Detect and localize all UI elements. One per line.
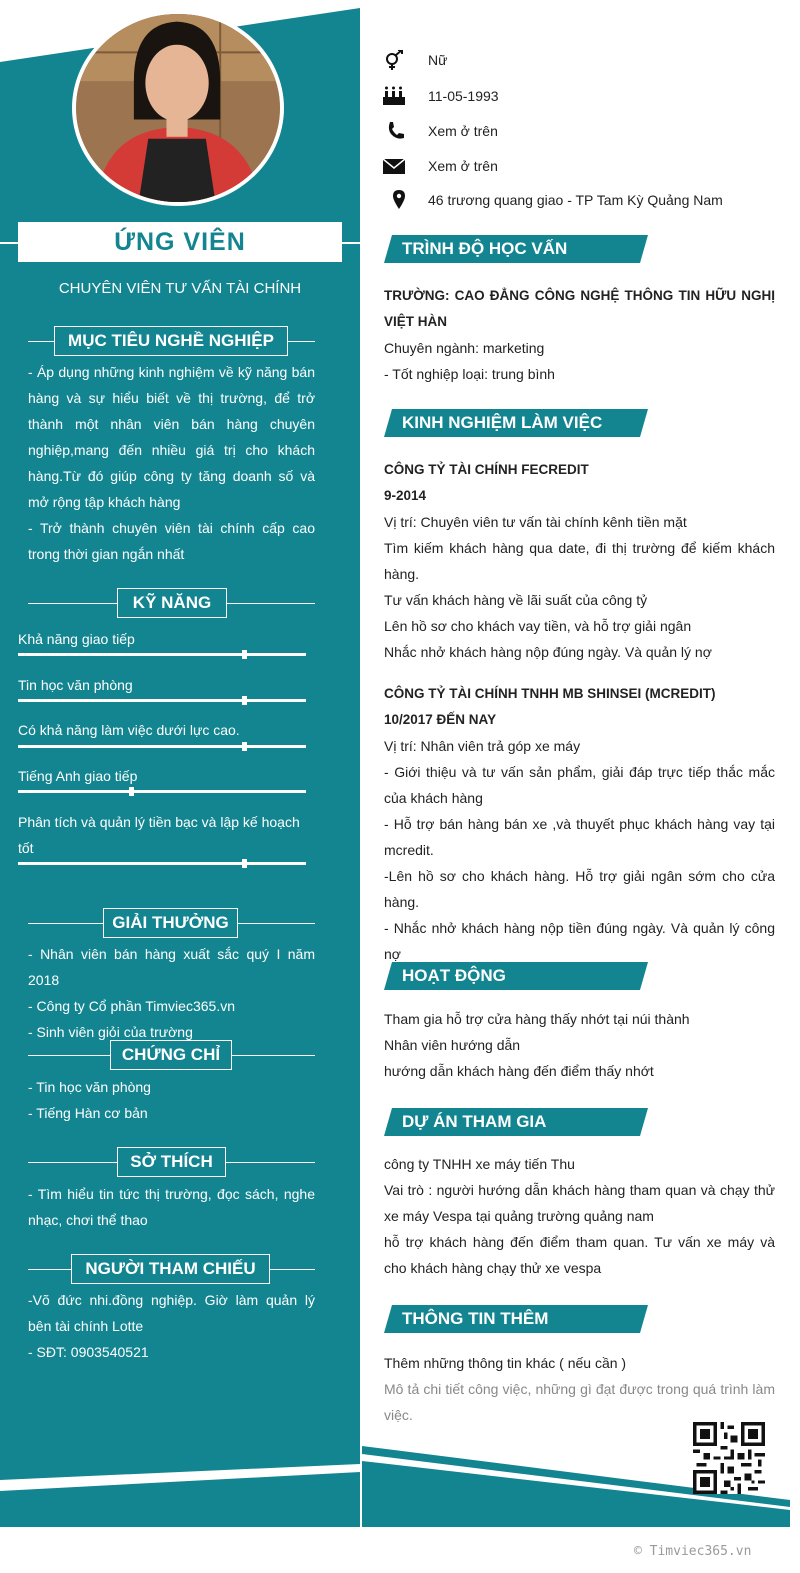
activities-text bbox=[384, 1006, 775, 1084]
experience-heading: KINH NGHIỆM LÀM VIỆC bbox=[402, 413, 603, 432]
award-line: - Sinh viên giỏi của trường bbox=[28, 1024, 193, 1040]
reference-line: -Võ đức nhi.đồng nghiệp. Giờ làm quản lý bên tài chính Lotte bbox=[28, 1292, 315, 1334]
education-line: - Tốt nghiệp loại: trung bình bbox=[384, 366, 555, 382]
experience-heading-bar bbox=[384, 409, 648, 437]
education-line: Chuyên ngành: marketing bbox=[384, 340, 545, 356]
email-value: Xem ở trên bbox=[428, 158, 498, 174]
job-line: Lên hồ sơ cho khách vay tiền, và hỗ trợ giải ngân bbox=[384, 618, 692, 634]
skill-bar bbox=[18, 699, 306, 702]
candidate-photo bbox=[76, 14, 280, 202]
education-heading-bar bbox=[384, 235, 648, 263]
activity-line: hướng dẫn khách hàng đến điểm thấy nhớt bbox=[384, 1063, 654, 1079]
skill-level-marker bbox=[242, 859, 247, 868]
experience-job-2 bbox=[384, 681, 775, 967]
job-period: 10/2017 ĐẾN NAY bbox=[384, 712, 497, 727]
gender-value: Nữ bbox=[428, 52, 448, 68]
skill-bar bbox=[18, 862, 306, 865]
skill-name: Có khả năng làm việc dưới lực cao. bbox=[18, 722, 240, 738]
job-line: -Lên hồ sơ cho khách hàng. Hỗ trợ giải ngân sớm cho cửa hàng. bbox=[384, 868, 775, 910]
job-line: Tư vấn khách hàng về lãi suất của công tỷ bbox=[384, 592, 648, 608]
award-line: - Công ty Cổ phần Timviec365.vn bbox=[28, 998, 235, 1014]
projects-heading-bar bbox=[384, 1108, 648, 1136]
certificate-line: - Tiếng Hàn cơ bản bbox=[28, 1105, 148, 1121]
job-line: Vị trí: Chuyên viên tư vấn tài chính kênh tiền mặt bbox=[384, 514, 687, 530]
projects-text bbox=[384, 1151, 775, 1281]
certificates-heading: CHỨNG CHỈ bbox=[110, 1040, 232, 1070]
job-line: Nhắc nhở khách hàng nộp đúng ngày. Và quản lý nợ bbox=[384, 644, 712, 660]
skill-name: Khả năng giao tiếp bbox=[18, 631, 135, 647]
job-title: CHUYÊN VIÊN TƯ VẤN TÀI CHÍNH bbox=[58, 280, 302, 297]
activity-line: Tham gia hỗ trợ cửa hàng thấy nhớt tại núi thành bbox=[384, 1011, 690, 1027]
skill-name: Tin học văn phòng bbox=[18, 677, 133, 693]
company-name: CÔNG TỶ TÀI CHÍNH TNHH MB SHINSEI (MCREDIT) bbox=[384, 686, 716, 701]
objective-text bbox=[28, 359, 315, 567]
skill-bar bbox=[18, 653, 306, 656]
award-line: - Nhân viên bán hàng xuất sắc quý I năm 2018 bbox=[28, 946, 315, 988]
skill-level-marker bbox=[129, 787, 134, 796]
hobby-line: - Tìm hiểu tin tức thị trường, đọc sách, nghe nhạc, chơi thể thao bbox=[28, 1186, 315, 1228]
skill-bar bbox=[18, 790, 306, 793]
gender-icon bbox=[382, 50, 408, 70]
avatar bbox=[72, 10, 284, 206]
objective-heading: MỤC TIÊU NGHỀ NGHIỆP bbox=[54, 326, 288, 356]
skills-heading: KỸ NĂNG bbox=[117, 588, 227, 618]
job-period: 9-2014 bbox=[384, 488, 427, 503]
job-line: Vị trí: Nhân viên trả góp xe máy bbox=[384, 738, 581, 754]
hobbies-heading: SỞ THÍCH bbox=[117, 1147, 226, 1177]
qr-code bbox=[693, 1422, 765, 1494]
extra-heading-bar bbox=[384, 1305, 648, 1333]
job-line: - Giới thiệu và tư vấn sản phẩm, giải đáp trực tiếp thắc mắc của khách hàng bbox=[384, 764, 775, 806]
extra-line: Thêm những thông tin khác ( nếu cần ) bbox=[384, 1355, 627, 1371]
skill-level-marker bbox=[242, 650, 247, 659]
projects-heading: DỰ ÁN THAM GIA bbox=[402, 1112, 547, 1131]
job-line: - Nhắc nhở khách hàng nộp tiền đúng ngày. Và quản lý công nợ bbox=[384, 920, 775, 962]
references-heading: NGƯỜI THAM CHIẾU bbox=[71, 1254, 270, 1284]
education-text bbox=[384, 283, 775, 387]
skill-level-marker bbox=[242, 696, 247, 705]
awards-text bbox=[28, 941, 315, 1045]
address-value: 46 trương quang giao - TP Tam Kỳ Quảng Nam bbox=[428, 192, 723, 208]
project-line: công ty TNHH xe máy tiến Thu bbox=[384, 1156, 575, 1172]
job-line: - Hỗ trợ bán hàng bán xe ,và thuyết phục khách hàng vay tại mcredit. bbox=[384, 816, 775, 858]
name-divider-right bbox=[342, 242, 360, 244]
certificate-line: - Tin học văn phòng bbox=[28, 1079, 151, 1095]
school-name: TRƯỜNG: CAO ĐẲNG CÔNG NGHỆ THÔNG TIN HỮU NGHỊ VIỆT HÀN bbox=[384, 288, 775, 329]
references-text bbox=[28, 1287, 315, 1365]
activities-heading: HOẠT ĐỘNG bbox=[402, 966, 506, 985]
certificates-text bbox=[28, 1074, 315, 1126]
hobbies-text bbox=[28, 1181, 315, 1233]
location-pin-icon bbox=[382, 190, 408, 210]
extra-description: Mô tả chi tiết công việc, những gì đạt được trong quá trình làm việc. bbox=[384, 1381, 775, 1423]
skill-name: Tiếng Anh giao tiếp bbox=[18, 768, 138, 784]
project-line: Vai trò : người hướng dẫn khách hàng tham quan và chạy thử xe máy Vespa tại quảng trường quảng nam bbox=[384, 1182, 775, 1224]
skill-name: Phân tích và quản lý tiền bạc và lập kế hoạch tốt bbox=[18, 814, 300, 856]
objective-line: - Áp dụng những kinh nghiệm về kỹ năng bán hàng và sự hiểu biết về thị trường, để trở thành một nhân viên bán hàng chuyên nghiệp,mang đến nhiều giá trị cho khách hàng.Từ đó giúp công ty tăng doanh số và mở rộng tập khách hàng bbox=[28, 364, 315, 510]
skill-bar bbox=[18, 745, 306, 748]
objective-line: - Trở thành chuyên viên tài chính cấp cao trong thời gian ngắn nhất bbox=[28, 520, 315, 562]
reference-line: - SĐT: 0903540521 bbox=[28, 1344, 149, 1360]
email-icon bbox=[382, 156, 408, 176]
candidate-name: ỨNG VIÊN bbox=[18, 222, 342, 262]
activities-heading-bar bbox=[384, 962, 648, 990]
extra-text bbox=[384, 1350, 775, 1428]
awards-heading: GIẢI THƯỞNG bbox=[103, 908, 238, 938]
name-divider-left bbox=[0, 242, 18, 244]
skill-level-marker bbox=[242, 742, 247, 751]
phone-value: Xem ở trên bbox=[428, 123, 498, 139]
extra-heading: THÔNG TIN THÊM bbox=[402, 1309, 549, 1328]
phone-icon bbox=[382, 121, 408, 141]
experience-job-1 bbox=[384, 457, 775, 665]
birthday-value: 11-05-1993 bbox=[428, 88, 499, 104]
watermark: © Timviec365.vn bbox=[634, 1544, 752, 1559]
project-line: hỗ trợ khách hàng đến điểm tham quan. Tư vấn xe máy và cho khách hàng chạy thử xe vespa bbox=[384, 1234, 775, 1276]
activity-line: Nhân viên hướng dẫn bbox=[384, 1037, 521, 1053]
education-heading: TRÌNH ĐỘ HỌC VẤN bbox=[402, 239, 568, 258]
birthday-cake-icon bbox=[382, 86, 408, 106]
company-name: CÔNG TỶ TÀI CHÍNH FECREDIT bbox=[384, 462, 589, 477]
job-line: Tìm kiếm khách hàng qua date, đi thị trường để kiếm khách hàng. bbox=[384, 540, 775, 582]
